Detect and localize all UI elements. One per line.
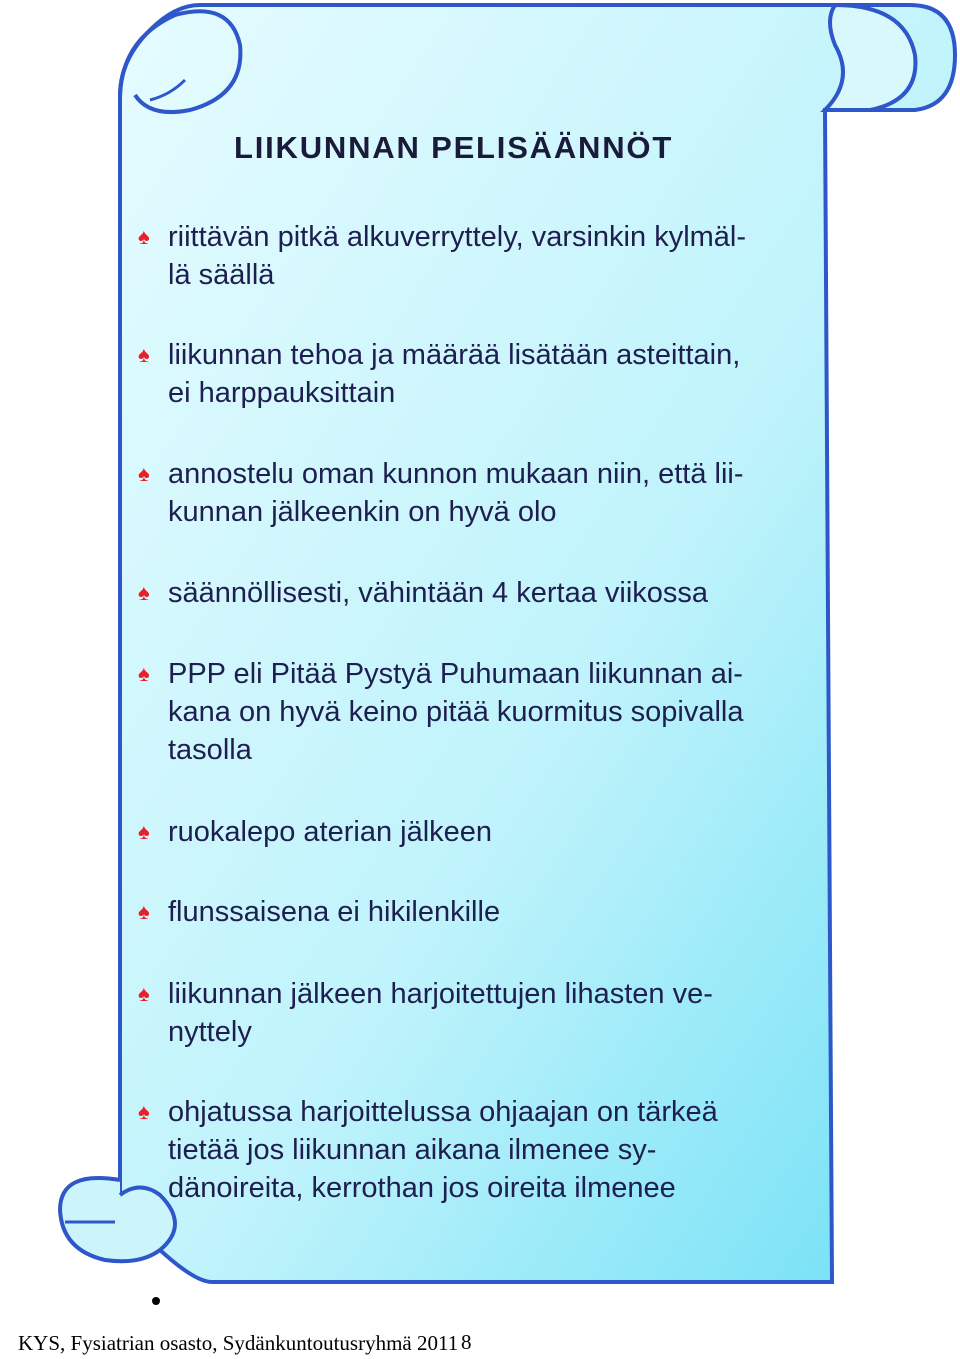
list-item-line: lä säällä	[168, 259, 275, 291]
list-item-line: säännöllisesti, vähintään 4 kertaa viikossa	[168, 577, 709, 609]
list-item-line: liikunnan jälkeen harjoitettujen lihasten ve-	[168, 978, 713, 1010]
list-item-text	[168, 218, 828, 294]
spade-icon: ♠	[138, 342, 150, 367]
list-item	[138, 574, 828, 612]
page-number: 8	[461, 1330, 472, 1354]
list-item-line: riittävän pitkä alkuverryttely, varsinkin kylmäl-	[168, 221, 747, 253]
list-item-line: kunnan jälkeenkin on hyvä olo	[168, 496, 557, 528]
list-item	[138, 1093, 828, 1207]
footer-text: KYS, Fysiatrian osasto, Sydänkuntoutusryhmä 2011	[18, 1331, 459, 1355]
list-item-line: nyttely	[168, 1016, 252, 1048]
list-item	[138, 893, 828, 931]
scroll-body	[120, 5, 955, 1282]
list-item-line: flunssaisena ei hikilenkille	[168, 896, 501, 928]
list-item-text	[168, 574, 828, 612]
spade-icon: ♠	[138, 819, 150, 844]
spade-icon: ♠	[138, 580, 150, 605]
list-item-line: ruokalepo aterian jälkeen	[168, 816, 493, 848]
list-item-line: kana on hyvä keino pitää kuormitus sopivalla	[168, 696, 744, 728]
spade-icon: ♠	[138, 224, 150, 249]
list-item-line: dänoireita, kerrothan jos oireita ilmenee	[168, 1172, 676, 1204]
list-item-text	[168, 655, 828, 769]
list-item-line: annostelu oman kunnon mukaan niin, että lii-	[168, 458, 744, 490]
list-item	[138, 655, 828, 769]
list-item-text	[168, 336, 828, 412]
list-item-text	[168, 455, 828, 531]
list-item-text	[168, 975, 828, 1051]
list-item	[138, 455, 828, 531]
spade-icon: ♠	[138, 981, 150, 1006]
spade-icon: ♠	[138, 1099, 150, 1124]
list-item-text	[168, 893, 828, 931]
list-item-line: ohjatussa harjoittelussa ohjaajan on tärkeä	[168, 1096, 718, 1128]
spade-icon: ♠	[138, 461, 150, 486]
list-item	[138, 336, 828, 412]
bullet-dot	[152, 1297, 160, 1305]
list-item	[138, 975, 828, 1051]
spade-icon: ♠	[138, 899, 150, 924]
list-item-text	[168, 813, 828, 851]
page-title: LIIKUNNAN PELISÄÄNNÖT	[234, 130, 674, 165]
list-item-line: PPP eli Pitää Pystyä Puhumaan liikunnan ai-	[168, 658, 743, 690]
list-item	[138, 218, 828, 294]
list-item-line: liikunnan tehoa ja määrää lisätään asteittain,	[168, 339, 741, 371]
list-item-line: ei harppauksittain	[168, 377, 396, 409]
list-item-line: tietää jos liikunnan aikana ilmenee sy-	[168, 1134, 657, 1166]
list-item	[138, 813, 828, 851]
list-item-line: tasolla	[168, 734, 252, 766]
list-item-text	[168, 1093, 828, 1207]
spade-icon: ♠	[138, 661, 150, 686]
